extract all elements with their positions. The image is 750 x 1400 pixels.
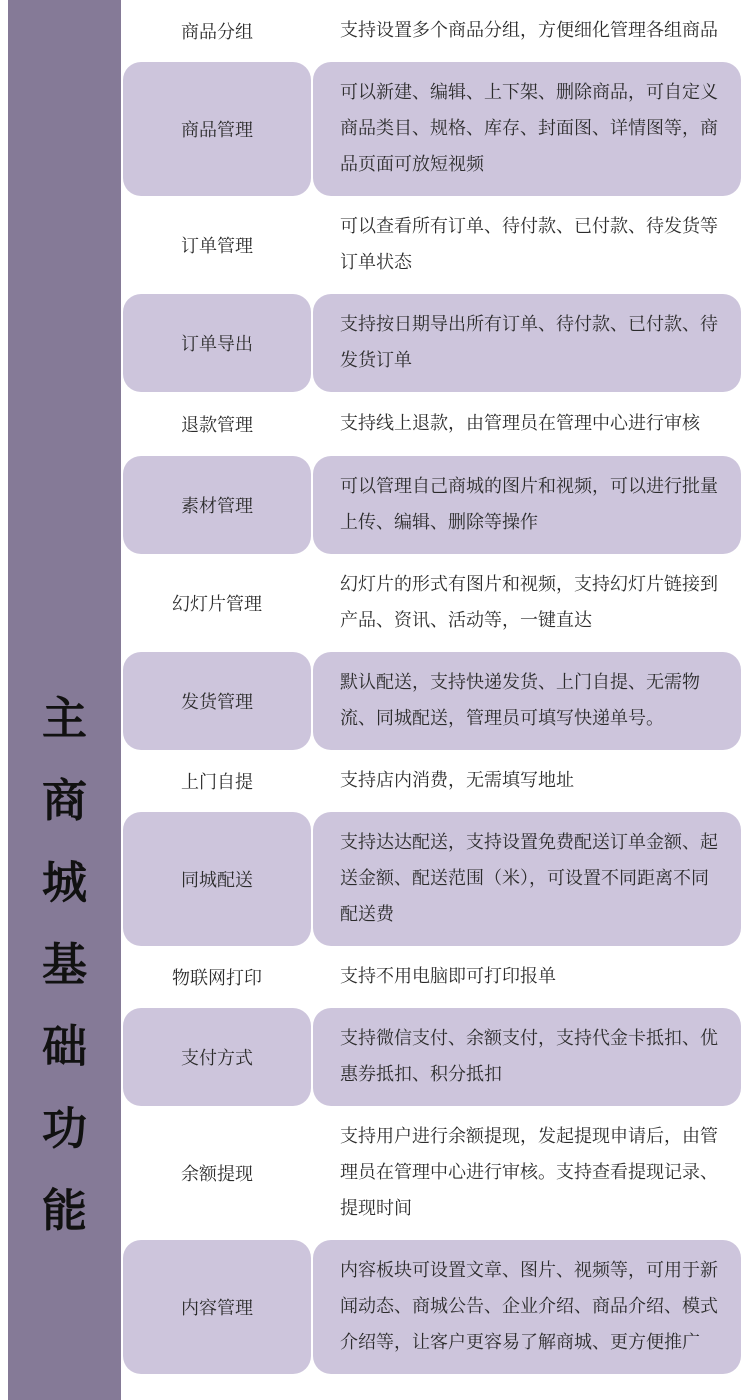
feature-description: 可以查看所有订单、待付款、已付款、待发货等订单状态 bbox=[340, 216, 718, 273]
feature-row bbox=[123, 392, 741, 456]
feature-name: 素材管理 bbox=[123, 456, 311, 554]
feature-row bbox=[123, 554, 741, 652]
feature-row bbox=[123, 294, 741, 392]
feature-name: 支付方式 bbox=[123, 1008, 311, 1106]
feature-description: 支持线上退款，由管理员在管理中心进行审核 bbox=[340, 413, 700, 434]
feature-description: 支持用户进行余额提现，发起提现申请后，由管理员在管理中心进行审核。支持查看提现记录、提现时间 bbox=[340, 1126, 718, 1219]
feature-description: 支持微信支付、余额支付，支持代金卡抵扣、优惠券抵扣、积分抵扣 bbox=[313, 1008, 741, 1106]
feature-name: 商品分组 bbox=[181, 22, 253, 43]
sidebar-title-char: 能 bbox=[41, 1184, 87, 1237]
feature-row bbox=[123, 62, 741, 196]
feature-description: 支持按日期导出所有订单、待付款、已付款、待发货订单 bbox=[313, 294, 741, 392]
feature-row bbox=[123, 1240, 741, 1374]
sidebar-title-char: 城 bbox=[41, 856, 87, 909]
feature-row bbox=[123, 0, 741, 62]
feature-name: 商品管理 bbox=[123, 62, 311, 196]
feature-description: 可以新建、编辑、上下架、删除商品，可自定义商品类目、规格、库存、封面图、详情图等，商品页面可放短视频 bbox=[313, 62, 741, 196]
feature-name: 内容管理 bbox=[123, 1240, 311, 1374]
sidebar-title bbox=[8, 690, 121, 1264]
feature-description: 内容板块可设置文章、图片、视频等，可用于新闻动态、商城公告、企业介绍、商品介绍、模式介绍等，让客户更容易了解商城、更方便推广 bbox=[313, 1240, 741, 1374]
feature-description: 支持达达配送，支持设置免费配送订单金额、起送金额、配送范围（米），可设置不同距离不同配送费 bbox=[313, 812, 741, 946]
sidebar-title-char: 础 bbox=[41, 1020, 87, 1073]
feature-name: 幻灯片管理 bbox=[172, 594, 262, 615]
feature-row bbox=[123, 812, 741, 946]
feature-description: 支持设置多个商品分组，方便细化管理各组商品 bbox=[340, 20, 718, 41]
feature-description: 可以管理自己商城的图片和视频，可以进行批量上传、编辑、删除等操作 bbox=[313, 456, 741, 554]
feature-row bbox=[123, 1106, 741, 1240]
sidebar-title-char: 商 bbox=[41, 774, 87, 827]
feature-row bbox=[123, 1008, 741, 1106]
feature-description: 支持店内消费，无需填写地址 bbox=[340, 770, 574, 791]
feature-name: 发货管理 bbox=[123, 652, 311, 750]
feature-row bbox=[123, 196, 741, 294]
sidebar-title-char: 功 bbox=[41, 1102, 87, 1155]
sidebar-band bbox=[8, 0, 121, 1400]
sidebar-title-char: 基 bbox=[41, 938, 87, 991]
feature-name: 订单导出 bbox=[123, 294, 311, 392]
feature-name: 上门自提 bbox=[181, 772, 253, 793]
feature-name: 订单管理 bbox=[181, 236, 253, 257]
feature-description: 默认配送，支持快递发货、上门自提、无需物流、同城配送，管理员可填写快递单号。 bbox=[313, 652, 741, 750]
feature-row bbox=[123, 652, 741, 750]
feature-description: 支持不用电脑即可打印报单 bbox=[340, 966, 556, 987]
feature-name: 物联网打印 bbox=[172, 968, 262, 989]
feature-row bbox=[123, 456, 741, 554]
feature-description: 幻灯片的形式有图片和视频，支持幻灯片链接到产品、资讯、活动等，一键直达 bbox=[340, 574, 718, 631]
feature-name: 同城配送 bbox=[123, 812, 311, 946]
feature-name: 余额提现 bbox=[181, 1164, 253, 1185]
feature-name: 退款管理 bbox=[181, 415, 253, 436]
feature-row bbox=[123, 750, 741, 812]
feature-row bbox=[123, 946, 741, 1008]
sidebar-title-char: 主 bbox=[41, 692, 87, 745]
